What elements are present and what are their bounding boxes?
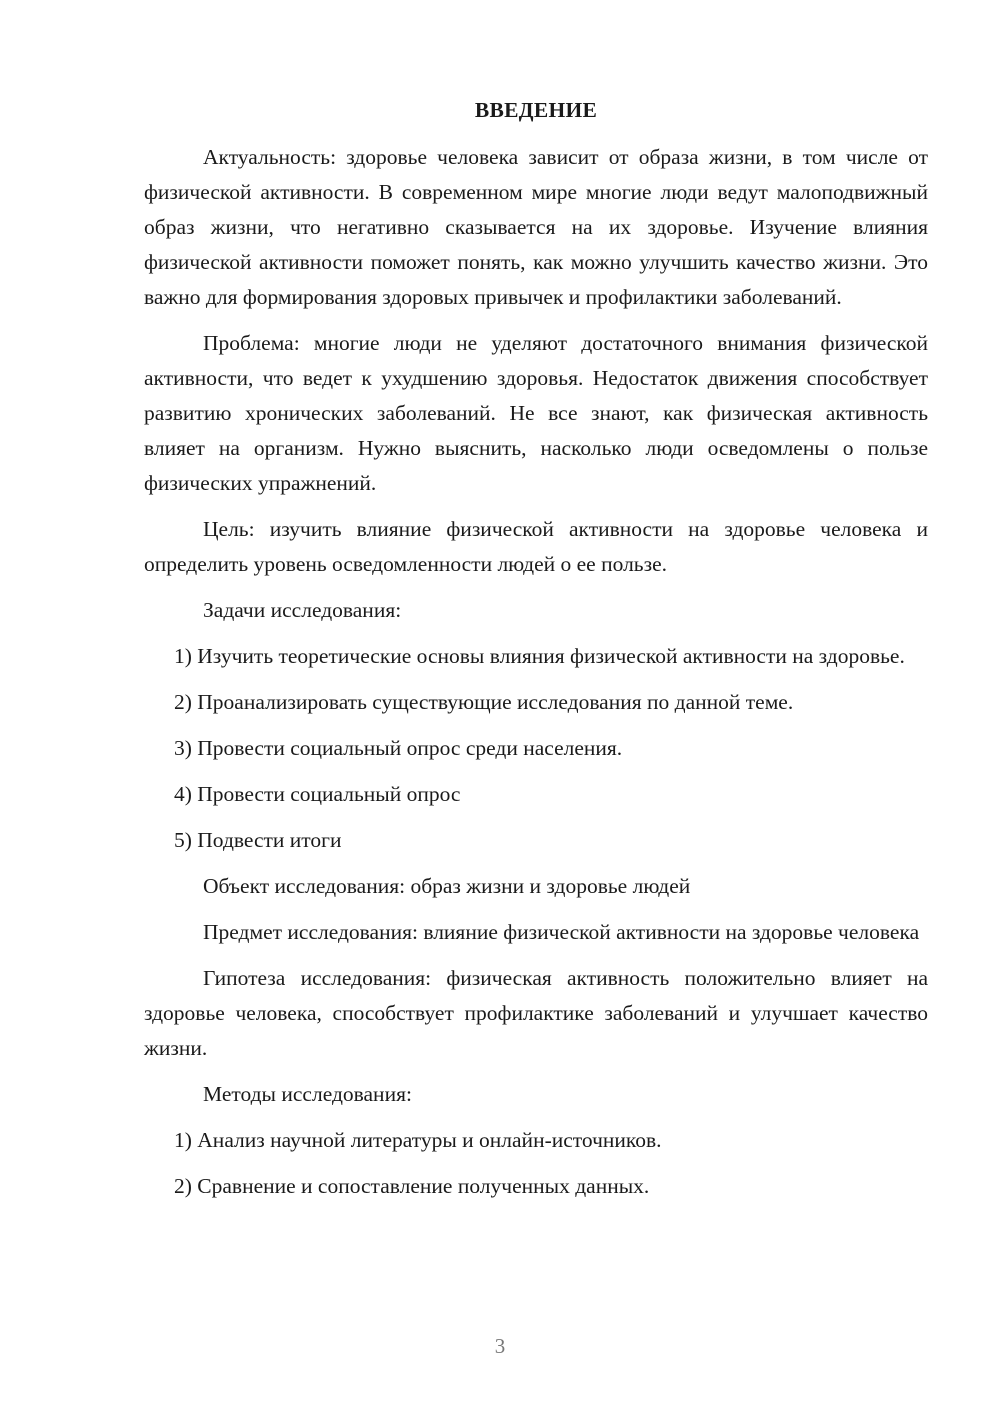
task-item-3: 3) Провести социальный опрос среди населения.	[174, 736, 623, 760]
method-item-2: 2) Сравнение и сопоставление полученных данных.	[174, 1174, 650, 1198]
task-item-1: 1) Изучить теоретические основы влияния физической активности на здоровье.	[174, 644, 905, 668]
subject-paragraph: Предмет исследования: влияние физической активности на здоровье человека	[203, 920, 920, 944]
task-item-5: 5) Подвести итоги	[174, 828, 342, 852]
hypothesis-paragraph: Гипотеза исследования: физическая активность положительно влияет на здоровье человека, способствует профилактике заболеваний и улучшает качество жизни.	[144, 966, 928, 1060]
methods-heading: Методы исследования:	[203, 1082, 412, 1106]
method-item-1: 1) Анализ научной литературы и онлайн-источников.	[174, 1128, 662, 1152]
tasks-heading: Задачи исследования:	[203, 598, 402, 622]
section-title: ВВЕДЕНИЕ	[474, 98, 598, 122]
problem-paragraph: Проблема: многие люди не уделяют достаточного внимания физической активности, что ведет к ухудшению здоровья. Недостаток движения способствует развитию хронических заболеваний. Не все знают, как физическая активность влияет на организм. Нужно выяснить, насколько люди осведомлены о пользе физических упражнений.	[144, 331, 928, 495]
task-item-2: 2) Проанализировать существующие исследования по данной теме.	[174, 690, 794, 714]
task-item-4: 4) Провести социальный опрос	[174, 782, 461, 806]
relevance-paragraph: Актуальность: здоровье человека зависит от образа жизни, в том числе от физической активности. В современном мире многие люди ведут малоподвижный образ жизни, что негативно сказывается на их здоровье. Изучение влияния физической активности поможет понять, как можно улучшить качество жизни. Это важно для формирования здоровых привычек и профилактики заболеваний.	[144, 145, 928, 309]
document-page	[144, 94, 928, 1215]
goal-paragraph: Цель: изучить влияние физической активности на здоровье человека и определить уровень осведомленности людей о ее пользе.	[144, 517, 928, 576]
object-paragraph: Объект исследования: образ жизни и здоровье людей	[203, 874, 691, 898]
page-number: 3	[494, 1334, 506, 1358]
